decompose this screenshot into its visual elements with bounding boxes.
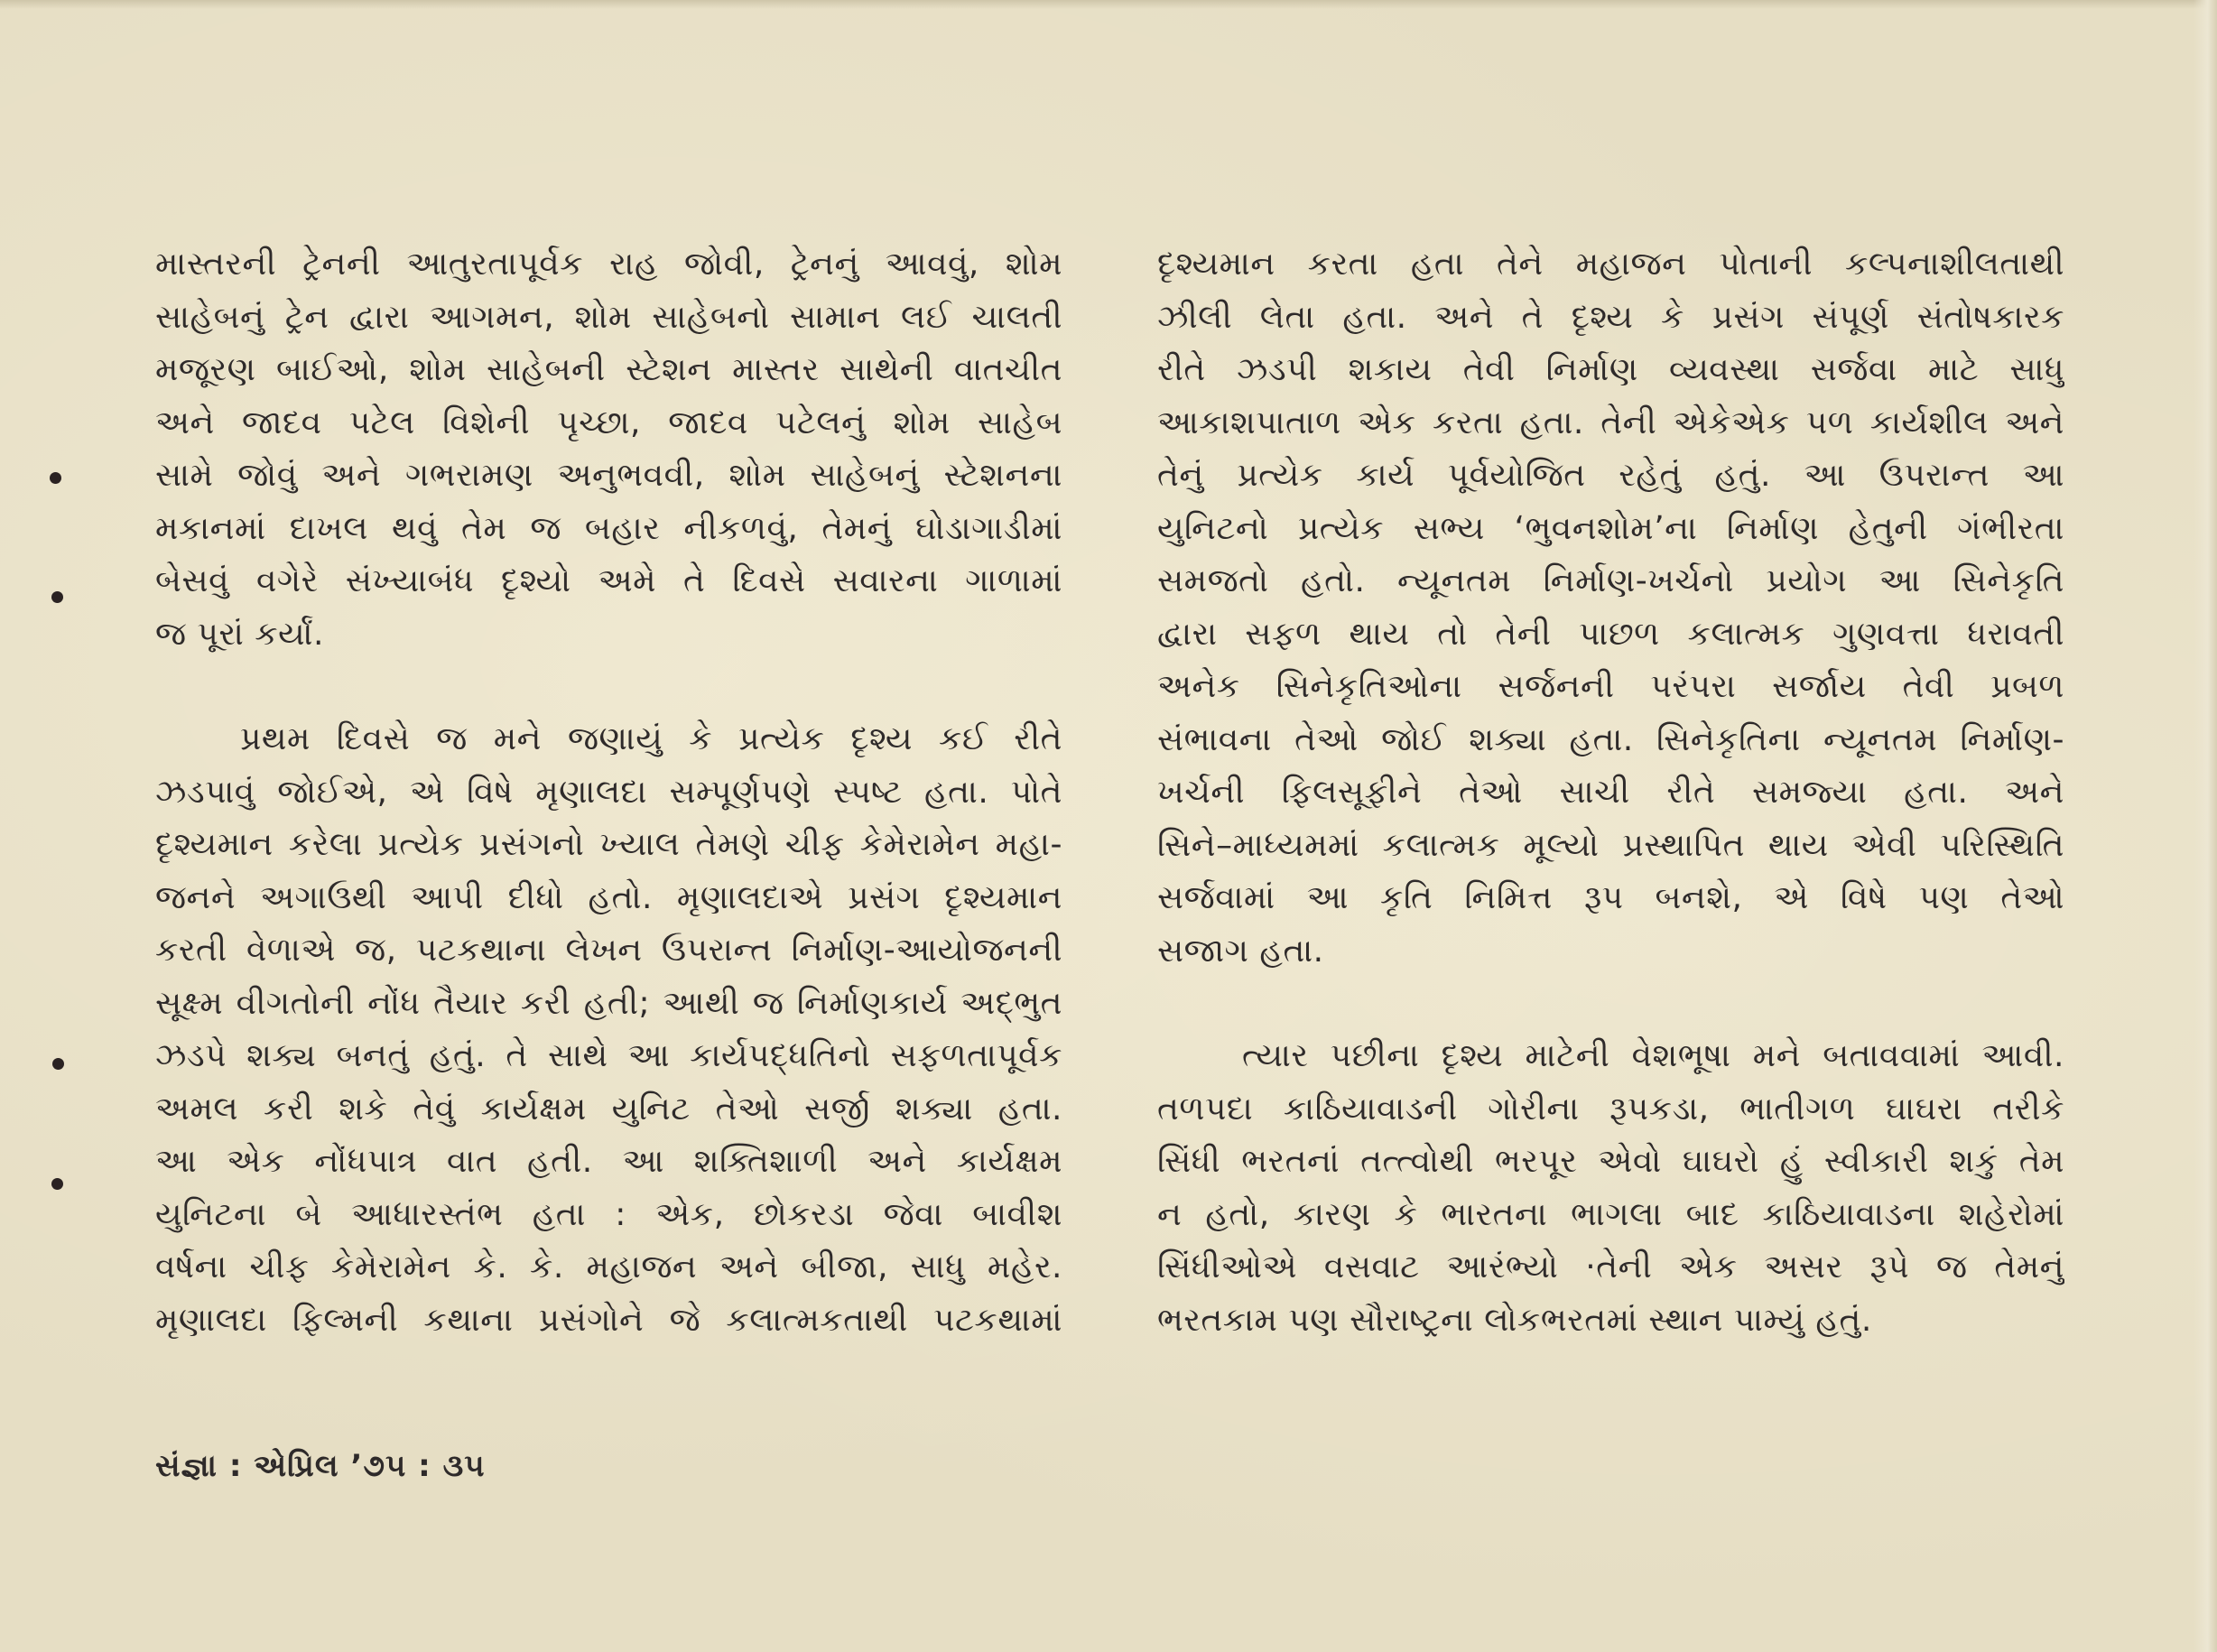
text-line: દૃશ્યમાન કરતા હતા તેને મહાજન પોતાની કલ્પનાશીલતાથી [1157, 246, 2064, 283]
page-footer: સંજ્ઞા : એપ્રિલ ’૭૫ : ૩૫ [155, 1448, 486, 1484]
text-line: કરતી વેળાએ જ, પટકથાના લેખન ઉપરાન્ત નિર્માણ-આયોજનની [155, 932, 1062, 969]
right-column [1157, 238, 2064, 1347]
page-right-edge [2194, 0, 2217, 1652]
text-line: મકાનમાં દાખલ થવું તેમ જ બહાર નીકળવું, તેમનું ઘોડાગાડીમાં [155, 509, 1062, 547]
text-line: સમજતો હતો. ન્યૂનતમ નિર્માણ-ખર્ચનો પ્રયોગ આ સિનેકૃતિ [1157, 562, 2064, 599]
text-line: સામે જોવું અને ગભરામણ અનુભવવી, શોમ સાહેબનું સ્ટેશનના [155, 457, 1062, 494]
paragraph [155, 713, 1062, 1347]
text-line: સજાગ હતા. [1157, 932, 1324, 970]
text-line: ખર્ચની ફિલસૂફીને તેઓ સાચી રીતે સમજ્યા હતા. અને [1157, 774, 2064, 811]
margin-mark [52, 1058, 64, 1070]
text-line: તળપદા કાઠિયાવાડની ગોરીના રૂપકડા, ભાતીગળ ઘાઘરા તરીકે [1157, 1090, 2064, 1128]
text-line: સૂક્ષ્મ વીગતોની નોંધ તૈયાર કરી હતી; આથી જ નિર્માણકાર્ય અદ્‌ભુત [155, 984, 1062, 1022]
text-line: જનને અગાઉથી આપી દીધો હતો. મૃણાલદાએ પ્રસંગ દૃશ્યમાન [155, 878, 1062, 916]
text-line: રીતે ઝડપી શકાય તેવી નિર્માણ વ્યવસ્થા સર્જવા માટે સાધુ [1157, 351, 2064, 388]
text-line: બેસવું વગેરે સંખ્યાબંધ દૃશ્યો અમે તે દિવસે સવારના ગાળામાં [155, 562, 1062, 599]
text-line: વર્ષના ચીફ કેમેરામેન કે. કે. મહાજન અને બીજા, સાધુ મહેર. [155, 1248, 1062, 1285]
text-line: સર્જવામાં આ કૃતિ નિમિત્ત રૂપ બનશે, એ વિષે પણ તેઓ [1157, 879, 2064, 916]
text-line: જ પૂરાં કર્યાં. [155, 615, 324, 653]
text-line: ઝડપે શક્ય બનતું હતું. તે સાથે આ કાર્યપદ્ધતિનો સફળતાપૂર્વક [155, 1037, 1062, 1074]
text-line: ભરતકામ પણ સૌરાષ્ટ્રના લોકભરતમાં સ્થાન પામ્યું હતું. [1157, 1301, 1872, 1339]
text-line: ઝડપાવું જોઈએ, એ વિષે મૃણાલદા સમ્પૂર્ણપણે સ્પષ્ટ હતા. પોતે [155, 773, 1062, 811]
left-column [155, 238, 1062, 1347]
margin-mark [51, 591, 63, 603]
text-line: ન હતો, કારણ કે ભારતના ભાગલા બાદ કાઠિયાવાડના શહેરોમાં [1157, 1195, 2064, 1233]
text-line: સાહેબનું ટ્રેન દ્વારા આગમન, શોમ સાહેબનો સામાન લઈ ચાલતી [155, 298, 1062, 336]
text-line: યુનિટનો પ્રત્યેક સભ્ય ‘ભુવનશોમ’ના નિર્માણ હેતુની ગંભીરતા [1157, 509, 2064, 547]
text-line: યુનિટના બે આધારસ્તંભ હતા : એક, છોકરડા જેવા બાવીશ [155, 1195, 1062, 1233]
text-line: સિંધી ભરતનાં તત્ત્વોથી ભરપૂર એવો ઘાઘરો હું સ્વીકારી શકું તેમ [1157, 1143, 2064, 1180]
text-line: અને જાદવ પટેલ વિશેની પૃચ્છા, જાદવ પટેલનું શોમ સાહેબ [155, 404, 1062, 441]
text-line: સંભાવના તેઓ જોઈ શક્યા હતા. સિનેકૃતિના ન્યૂનતમ નિર્માણ- [1157, 720, 2064, 758]
text-line: અનેક સિનેકૃતિઓના સર્જનની પરંપરા સર્જાય તેવી પ્રબળ [1157, 668, 2064, 705]
text-line: પ્રથમ દિવસે જ મને જણાયું કે પ્રત્યેક દૃશ્ય કઈ રીતે [240, 720, 1062, 757]
paragraph [155, 238, 1062, 661]
text-line: મજૂરણ બાઈઓ, શોમ સાહેબની સ્ટેશન માસ્તર સાથેની વાતચીત [155, 351, 1062, 388]
margin-mark [51, 1178, 63, 1190]
text-line: સિંધીઓએ વસવાટ આરંભ્યો ·તેની એક અસર રૂપે જ તેમનું [1157, 1248, 2064, 1285]
text-line: દ્વારા સફળ થાય તો તેની પાછળ કલાત્મક ગુણવત્તા ધરાવતી [1157, 615, 2064, 653]
paragraph [1157, 1030, 2064, 1347]
text-line: આ એક નોંધપાત્ર વાત હતી. આ શક્તિશાળી અને કાર્યક્ષમ [155, 1143, 1062, 1180]
text-line: ઝીલી લેતા હતા. અને તે દૃશ્ય કે પ્રસંગ સંપૂર્ણ સંતોષકારક [1157, 298, 2064, 336]
text-line: માસ્તરની ટ્રેનની આતુરતાપૂર્વક રાહ જોવી, ટ્રેનનું આવવું, શોમ [155, 246, 1062, 283]
paragraph [1157, 238, 2064, 978]
text-line: દૃશ્યમાન કરેલા પ્રત્યેક પ્રસંગનો ખ્યાલ તેમણે ચીફ કેમેરામેન મહા- [155, 826, 1062, 863]
text-line: આકાશપાતાળ એક કરતા હતા. તેની એકેએક પળ કાર્યશીલ અને [1157, 404, 2064, 441]
text-line: તેનું પ્રત્યેક કાર્ય પૂર્વયોજિત રહેતું હતું. આ ઉપરાન્ત આ [1157, 457, 2064, 494]
page-top-edge [0, 0, 2217, 9]
text-line: અમલ કરી શકે તેવું કાર્યક્ષમ યુનિટ તેઓ સર્જી શક્યા હતા. [155, 1090, 1062, 1128]
text-line: ત્યાર પછીના દૃશ્ય માટેની વેશભૂષા મને બતાવવામાં આવી. [1242, 1037, 2064, 1074]
margin-mark [50, 472, 61, 484]
text-line: સિને–માધ્યમમાં કલાત્મક મૂલ્યો પ્રસ્થાપિત થાય એવી પરિસ્થિતિ [1157, 826, 2064, 864]
text-line: મૃણાલદા ફિલ્મની કથાના પ્રસંગોને જે કલાત્મકતાથી પટકથામાં [155, 1301, 1062, 1339]
